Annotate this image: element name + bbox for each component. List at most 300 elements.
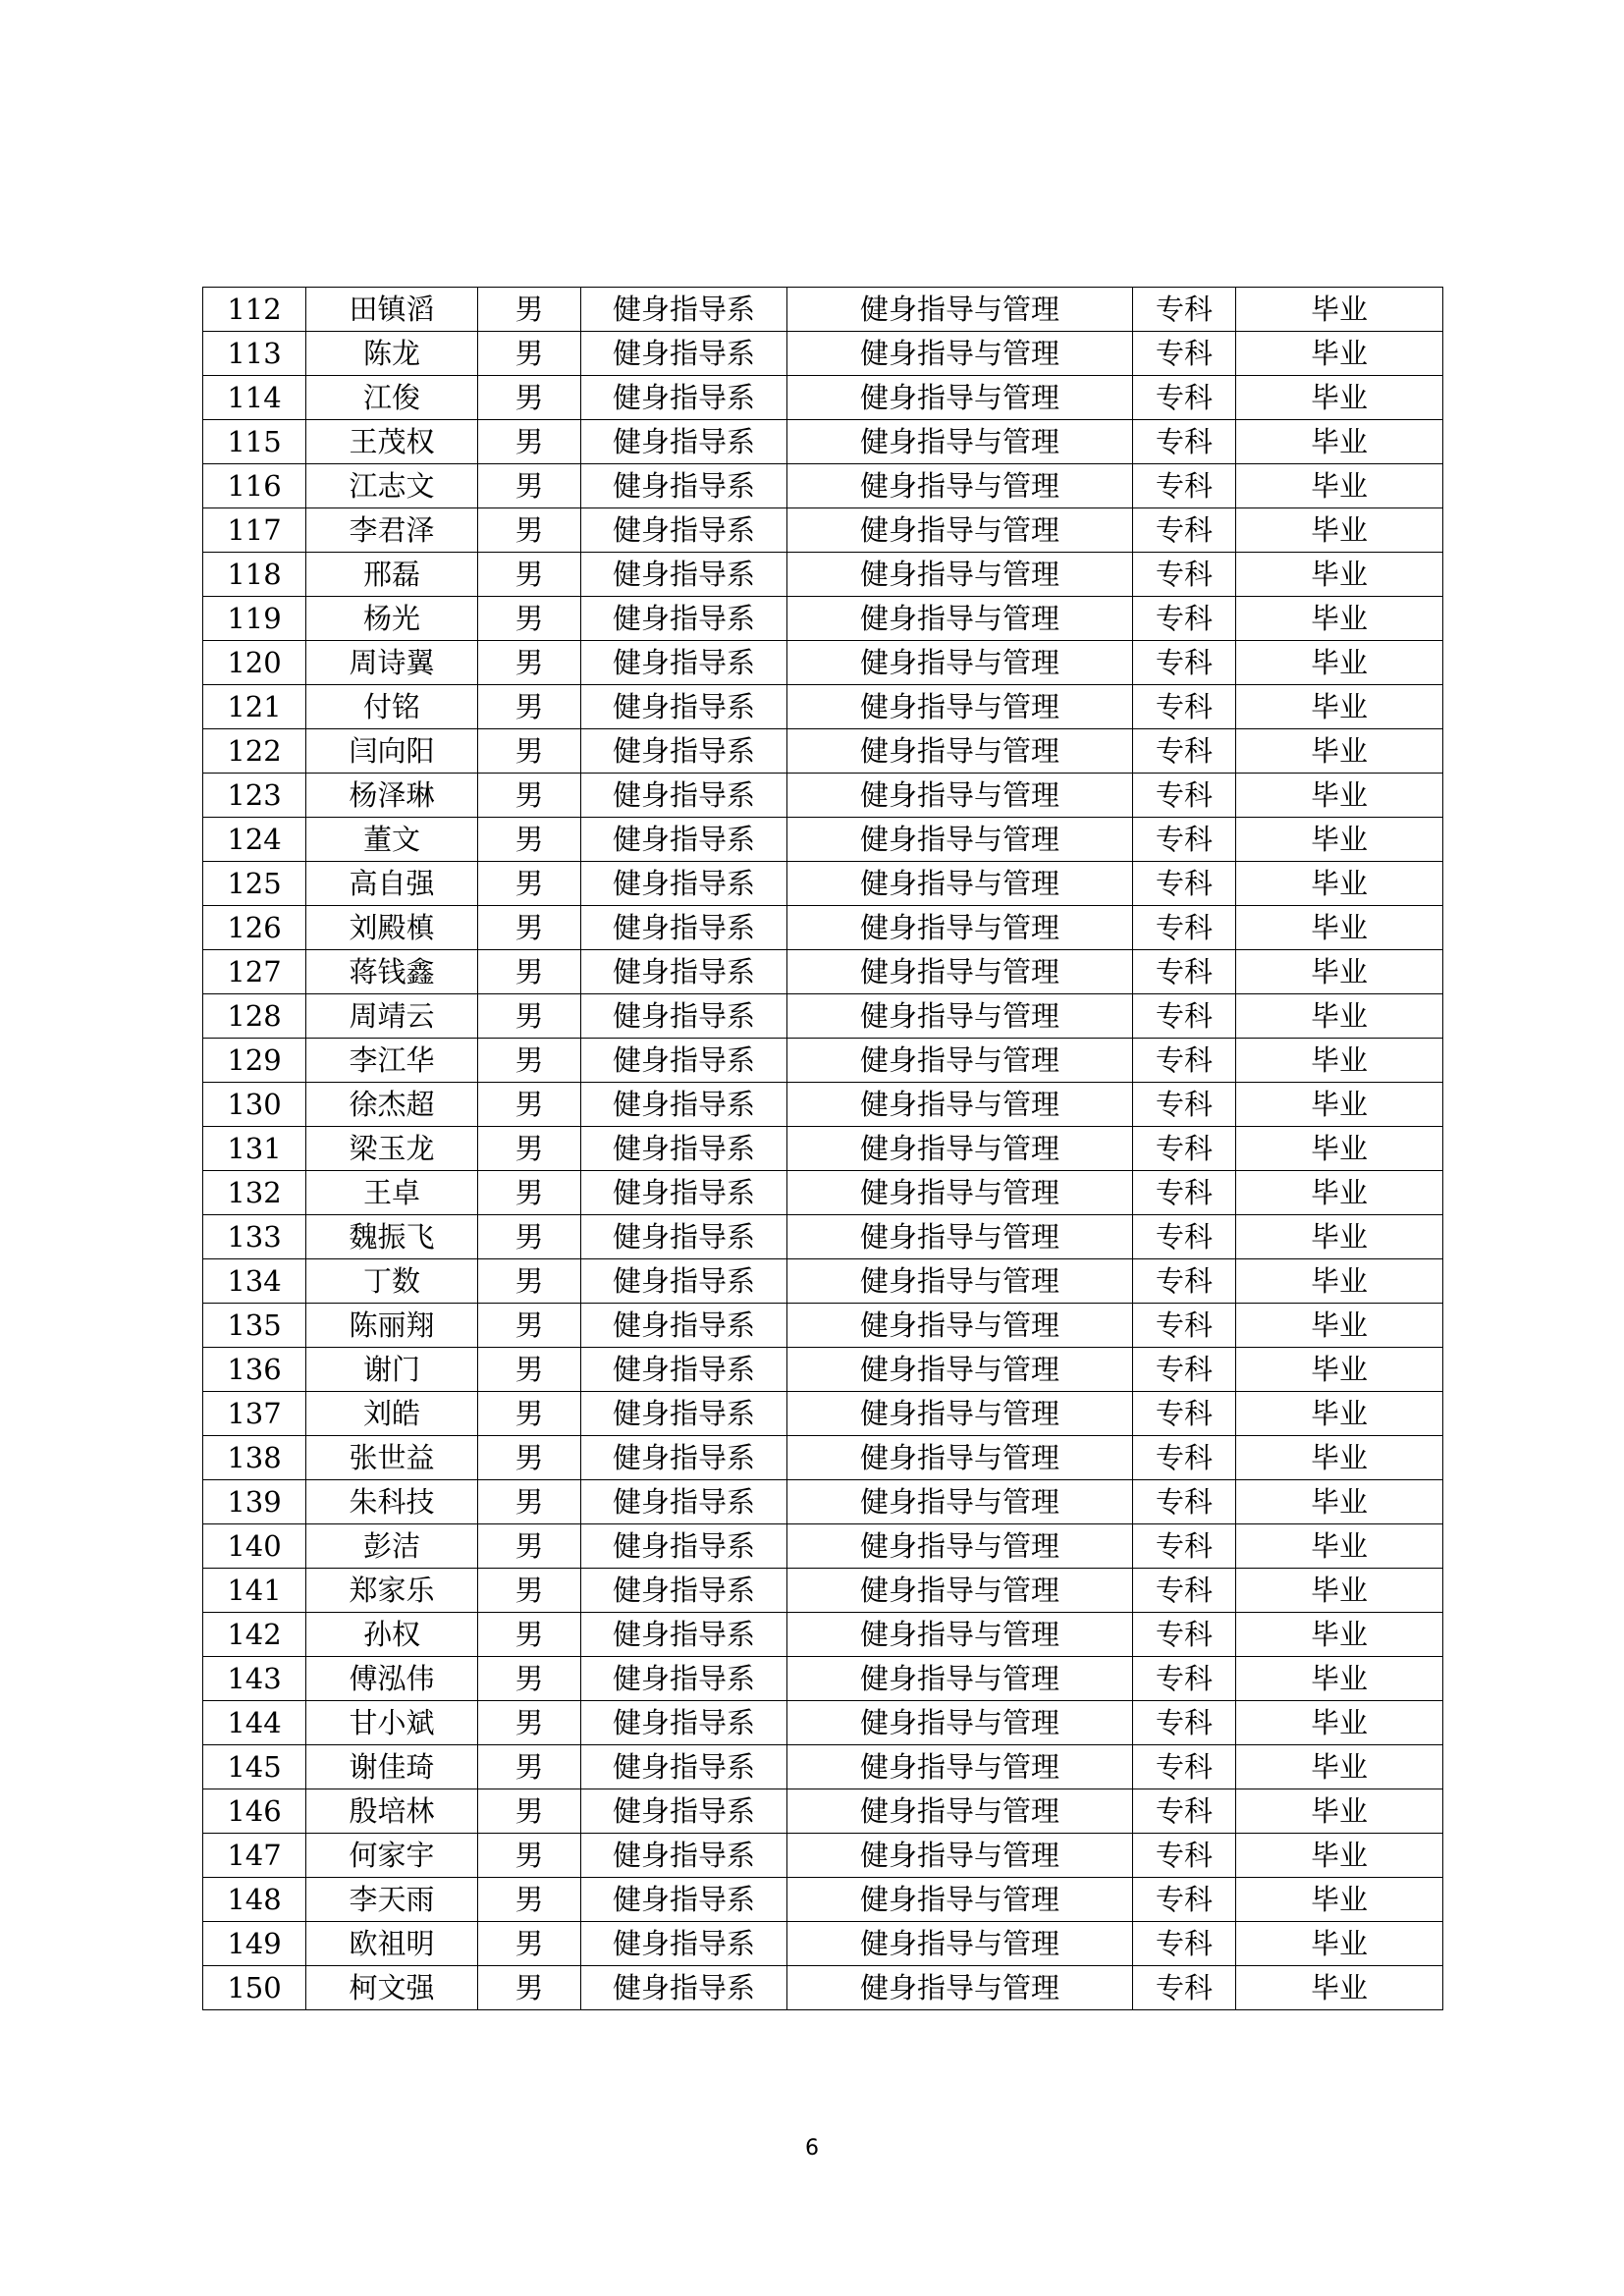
cell-major: 健身指导与管理 <box>787 994 1133 1039</box>
cell-department: 健身指导系 <box>581 1657 787 1701</box>
cell-name: 傅泓伟 <box>306 1657 478 1701</box>
table-row <box>203 1259 1443 1304</box>
cell-status: 毕业 <box>1236 1392 1443 1436</box>
table-row <box>203 420 1443 464</box>
cell-level: 专科 <box>1133 1569 1236 1613</box>
cell-department: 健身指导系 <box>581 994 787 1039</box>
cell-major: 健身指导与管理 <box>787 1348 1133 1392</box>
cell-index: 119 <box>203 597 306 641</box>
cell-level: 专科 <box>1133 464 1236 508</box>
cell-status: 毕业 <box>1236 553 1443 597</box>
cell-status: 毕业 <box>1236 1966 1443 2010</box>
cell-level: 专科 <box>1133 1083 1236 1127</box>
table-row <box>203 818 1443 862</box>
cell-major: 健身指导与管理 <box>787 1966 1133 2010</box>
cell-name: 江志文 <box>306 464 478 508</box>
cell-name: 付铭 <box>306 685 478 729</box>
cell-level: 专科 <box>1133 818 1236 862</box>
cell-gender: 男 <box>478 685 581 729</box>
cell-major: 健身指导与管理 <box>787 288 1133 332</box>
cell-gender: 男 <box>478 1834 581 1878</box>
cell-status: 毕业 <box>1236 774 1443 818</box>
cell-department: 健身指导系 <box>581 1348 787 1392</box>
cell-level: 专科 <box>1133 1039 1236 1083</box>
cell-name: 蒋钱鑫 <box>306 950 478 994</box>
cell-index: 112 <box>203 288 306 332</box>
table-row <box>203 950 1443 994</box>
cell-status: 毕业 <box>1236 1127 1443 1171</box>
cell-department: 健身指导系 <box>581 685 787 729</box>
cell-name: 江俊 <box>306 376 478 420</box>
table-row <box>203 774 1443 818</box>
cell-major: 健身指导与管理 <box>787 729 1133 774</box>
cell-major: 健身指导与管理 <box>787 553 1133 597</box>
cell-department: 健身指导系 <box>581 774 787 818</box>
cell-gender: 男 <box>478 1215 581 1259</box>
cell-gender: 男 <box>478 420 581 464</box>
cell-department: 健身指导系 <box>581 1480 787 1524</box>
cell-level: 专科 <box>1133 332 1236 376</box>
cell-gender: 男 <box>478 862 581 906</box>
cell-name: 魏振飞 <box>306 1215 478 1259</box>
cell-status: 毕业 <box>1236 1480 1443 1524</box>
cell-name: 徐杰超 <box>306 1083 478 1127</box>
cell-gender: 男 <box>478 1083 581 1127</box>
cell-name: 陈丽翔 <box>306 1304 478 1348</box>
cell-index: 125 <box>203 862 306 906</box>
cell-index: 121 <box>203 685 306 729</box>
cell-status: 毕业 <box>1236 1701 1443 1745</box>
cell-status: 毕业 <box>1236 862 1443 906</box>
cell-level: 专科 <box>1133 1259 1236 1304</box>
cell-major: 健身指导与管理 <box>787 1392 1133 1436</box>
cell-level: 专科 <box>1133 1215 1236 1259</box>
cell-status: 毕业 <box>1236 1657 1443 1701</box>
cell-major: 健身指导与管理 <box>787 1436 1133 1480</box>
cell-status: 毕业 <box>1236 288 1443 332</box>
cell-gender: 男 <box>478 641 581 685</box>
cell-major: 健身指导与管理 <box>787 1834 1133 1878</box>
cell-gender: 男 <box>478 729 581 774</box>
cell-gender: 男 <box>478 508 581 553</box>
cell-index: 128 <box>203 994 306 1039</box>
table-row <box>203 508 1443 553</box>
cell-status: 毕业 <box>1236 1878 1443 1922</box>
cell-status: 毕业 <box>1236 597 1443 641</box>
cell-name: 刘殿槙 <box>306 906 478 950</box>
cell-major: 健身指导与管理 <box>787 1922 1133 1966</box>
cell-index: 132 <box>203 1171 306 1215</box>
cell-department: 健身指导系 <box>581 1083 787 1127</box>
cell-status: 毕业 <box>1236 1524 1443 1569</box>
cell-index: 141 <box>203 1569 306 1613</box>
cell-gender: 男 <box>478 1878 581 1922</box>
cell-name: 柯文强 <box>306 1966 478 2010</box>
cell-department: 健身指导系 <box>581 1613 787 1657</box>
cell-name: 郑家乐 <box>306 1569 478 1613</box>
cell-status: 毕业 <box>1236 729 1443 774</box>
cell-level: 专科 <box>1133 1789 1236 1834</box>
cell-department: 健身指导系 <box>581 376 787 420</box>
cell-major: 健身指导与管理 <box>787 1524 1133 1569</box>
table-row <box>203 1127 1443 1171</box>
cell-name: 丁数 <box>306 1259 478 1304</box>
cell-status: 毕业 <box>1236 906 1443 950</box>
cell-index: 127 <box>203 950 306 994</box>
cell-gender: 男 <box>478 464 581 508</box>
cell-major: 健身指导与管理 <box>787 641 1133 685</box>
cell-department: 健身指导系 <box>581 420 787 464</box>
cell-index: 149 <box>203 1922 306 1966</box>
cell-name: 谢门 <box>306 1348 478 1392</box>
cell-gender: 男 <box>478 553 581 597</box>
table-row <box>203 1966 1443 2010</box>
cell-status: 毕业 <box>1236 376 1443 420</box>
cell-level: 专科 <box>1133 950 1236 994</box>
cell-gender: 男 <box>478 1436 581 1480</box>
cell-department: 健身指导系 <box>581 818 787 862</box>
cell-department: 健身指导系 <box>581 1789 787 1834</box>
cell-index: 134 <box>203 1259 306 1304</box>
cell-level: 专科 <box>1133 1966 1236 2010</box>
cell-name: 周诗翼 <box>306 641 478 685</box>
cell-department: 健身指导系 <box>581 1878 787 1922</box>
cell-gender: 男 <box>478 1745 581 1789</box>
cell-level: 专科 <box>1133 553 1236 597</box>
table-row <box>203 641 1443 685</box>
cell-index: 130 <box>203 1083 306 1127</box>
cell-status: 毕业 <box>1236 1215 1443 1259</box>
cell-level: 专科 <box>1133 1613 1236 1657</box>
cell-level: 专科 <box>1133 1922 1236 1966</box>
cell-index: 150 <box>203 1966 306 2010</box>
cell-status: 毕业 <box>1236 1083 1443 1127</box>
cell-status: 毕业 <box>1236 685 1443 729</box>
cell-status: 毕业 <box>1236 1039 1443 1083</box>
table-row <box>203 685 1443 729</box>
cell-level: 专科 <box>1133 862 1236 906</box>
cell-level: 专科 <box>1133 906 1236 950</box>
cell-level: 专科 <box>1133 994 1236 1039</box>
cell-gender: 男 <box>478 1922 581 1966</box>
cell-level: 专科 <box>1133 641 1236 685</box>
cell-major: 健身指导与管理 <box>787 1789 1133 1834</box>
cell-major: 健身指导与管理 <box>787 774 1133 818</box>
table-row <box>203 1524 1443 1569</box>
cell-name: 杨光 <box>306 597 478 641</box>
table-row <box>203 1878 1443 1922</box>
table-row <box>203 1215 1443 1259</box>
cell-name: 田镇滔 <box>306 288 478 332</box>
cell-major: 健身指导与管理 <box>787 906 1133 950</box>
cell-status: 毕业 <box>1236 1745 1443 1789</box>
cell-index: 118 <box>203 553 306 597</box>
cell-name: 殷培林 <box>306 1789 478 1834</box>
cell-level: 专科 <box>1133 1304 1236 1348</box>
cell-name: 周靖云 <box>306 994 478 1039</box>
cell-level: 专科 <box>1133 1436 1236 1480</box>
cell-name: 邢磊 <box>306 553 478 597</box>
cell-gender: 男 <box>478 950 581 994</box>
cell-index: 139 <box>203 1480 306 1524</box>
cell-department: 健身指导系 <box>581 1436 787 1480</box>
cell-index: 146 <box>203 1789 306 1834</box>
cell-department: 健身指导系 <box>581 597 787 641</box>
cell-major: 健身指导与管理 <box>787 1878 1133 1922</box>
cell-index: 144 <box>203 1701 306 1745</box>
cell-level: 专科 <box>1133 1745 1236 1789</box>
cell-name: 张世益 <box>306 1436 478 1480</box>
cell-name: 李君泽 <box>306 508 478 553</box>
cell-status: 毕业 <box>1236 1834 1443 1878</box>
cell-index: 114 <box>203 376 306 420</box>
cell-name: 高自强 <box>306 862 478 906</box>
cell-name: 何家宇 <box>306 1834 478 1878</box>
cell-index: 136 <box>203 1348 306 1392</box>
cell-level: 专科 <box>1133 1878 1236 1922</box>
cell-department: 健身指导系 <box>581 332 787 376</box>
cell-status: 毕业 <box>1236 1922 1443 1966</box>
cell-index: 147 <box>203 1834 306 1878</box>
cell-gender: 男 <box>478 1480 581 1524</box>
cell-gender: 男 <box>478 332 581 376</box>
cell-department: 健身指导系 <box>581 1524 787 1569</box>
table-row <box>203 1789 1443 1834</box>
cell-gender: 男 <box>478 1348 581 1392</box>
cell-gender: 男 <box>478 1259 581 1304</box>
cell-gender: 男 <box>478 818 581 862</box>
cell-major: 健身指导与管理 <box>787 1171 1133 1215</box>
cell-department: 健身指导系 <box>581 1259 787 1304</box>
cell-major: 健身指导与管理 <box>787 1083 1133 1127</box>
cell-name: 谢佳琦 <box>306 1745 478 1789</box>
cell-major: 健身指导与管理 <box>787 464 1133 508</box>
table-body <box>203 288 1443 2010</box>
cell-name: 刘皓 <box>306 1392 478 1436</box>
cell-index: 117 <box>203 508 306 553</box>
cell-index: 123 <box>203 774 306 818</box>
cell-gender: 男 <box>478 1613 581 1657</box>
table-row <box>203 1922 1443 1966</box>
cell-department: 健身指导系 <box>581 1304 787 1348</box>
cell-major: 健身指导与管理 <box>787 1613 1133 1657</box>
cell-department: 健身指导系 <box>581 950 787 994</box>
cell-level: 专科 <box>1133 1657 1236 1701</box>
cell-name: 陈龙 <box>306 332 478 376</box>
cell-gender: 男 <box>478 376 581 420</box>
cell-major: 健身指导与管理 <box>787 597 1133 641</box>
cell-major: 健身指导与管理 <box>787 862 1133 906</box>
cell-level: 专科 <box>1133 774 1236 818</box>
cell-status: 毕业 <box>1236 1569 1443 1613</box>
cell-index: 124 <box>203 818 306 862</box>
cell-gender: 男 <box>478 1171 581 1215</box>
cell-index: 145 <box>203 1745 306 1789</box>
cell-major: 健身指导与管理 <box>787 1304 1133 1348</box>
cell-department: 健身指导系 <box>581 1701 787 1745</box>
cell-gender: 男 <box>478 597 581 641</box>
table-row <box>203 1348 1443 1392</box>
cell-major: 健身指导与管理 <box>787 1569 1133 1613</box>
cell-level: 专科 <box>1133 1392 1236 1436</box>
cell-gender: 男 <box>478 1966 581 2010</box>
table-row <box>203 332 1443 376</box>
table-row <box>203 1480 1443 1524</box>
table-row <box>203 288 1443 332</box>
cell-name: 王茂权 <box>306 420 478 464</box>
cell-index: 135 <box>203 1304 306 1348</box>
cell-department: 健身指导系 <box>581 553 787 597</box>
page-number: 6 <box>805 2136 819 2161</box>
cell-status: 毕业 <box>1236 1789 1443 1834</box>
cell-name: 欧祖明 <box>306 1922 478 1966</box>
cell-level: 专科 <box>1133 1834 1236 1878</box>
cell-department: 健身指导系 <box>581 906 787 950</box>
table-row <box>203 1083 1443 1127</box>
cell-major: 健身指导与管理 <box>787 376 1133 420</box>
cell-department: 健身指导系 <box>581 729 787 774</box>
cell-level: 专科 <box>1133 1701 1236 1745</box>
cell-department: 健身指导系 <box>581 1215 787 1259</box>
cell-status: 毕业 <box>1236 994 1443 1039</box>
cell-level: 专科 <box>1133 376 1236 420</box>
cell-gender: 男 <box>478 1657 581 1701</box>
cell-gender: 男 <box>478 1039 581 1083</box>
cell-major: 健身指导与管理 <box>787 332 1133 376</box>
table-row <box>203 597 1443 641</box>
cell-status: 毕业 <box>1236 508 1443 553</box>
cell-major: 健身指导与管理 <box>787 1745 1133 1789</box>
cell-major: 健身指导与管理 <box>787 818 1133 862</box>
cell-index: 140 <box>203 1524 306 1569</box>
cell-index: 137 <box>203 1392 306 1436</box>
cell-status: 毕业 <box>1236 464 1443 508</box>
cell-index: 126 <box>203 906 306 950</box>
cell-major: 健身指导与管理 <box>787 1701 1133 1745</box>
cell-index: 122 <box>203 729 306 774</box>
table-row <box>203 1039 1443 1083</box>
cell-major: 健身指导与管理 <box>787 420 1133 464</box>
cell-index: 115 <box>203 420 306 464</box>
cell-name: 闫向阳 <box>306 729 478 774</box>
cell-name: 梁玉龙 <box>306 1127 478 1171</box>
cell-level: 专科 <box>1133 1348 1236 1392</box>
cell-department: 健身指导系 <box>581 288 787 332</box>
cell-gender: 男 <box>478 288 581 332</box>
table-row <box>203 906 1443 950</box>
table-row <box>203 553 1443 597</box>
cell-name: 甘小斌 <box>306 1701 478 1745</box>
cell-department: 健身指导系 <box>581 1039 787 1083</box>
cell-status: 毕业 <box>1236 950 1443 994</box>
cell-level: 专科 <box>1133 420 1236 464</box>
table-row <box>203 1745 1443 1789</box>
cell-name: 李江华 <box>306 1039 478 1083</box>
table-row <box>203 464 1443 508</box>
cell-level: 专科 <box>1133 288 1236 332</box>
cell-major: 健身指导与管理 <box>787 1215 1133 1259</box>
cell-department: 健身指导系 <box>581 464 787 508</box>
cell-department: 健身指导系 <box>581 641 787 685</box>
table-row <box>203 994 1443 1039</box>
cell-major: 健身指导与管理 <box>787 950 1133 994</box>
cell-gender: 男 <box>478 1701 581 1745</box>
cell-level: 专科 <box>1133 729 1236 774</box>
student-table <box>202 287 1443 2010</box>
cell-department: 健身指导系 <box>581 1171 787 1215</box>
cell-name: 杨泽琳 <box>306 774 478 818</box>
cell-index: 131 <box>203 1127 306 1171</box>
cell-department: 健身指导系 <box>581 1745 787 1789</box>
cell-department: 健身指导系 <box>581 1922 787 1966</box>
cell-department: 健身指导系 <box>581 862 787 906</box>
cell-gender: 男 <box>478 1304 581 1348</box>
cell-major: 健身指导与管理 <box>787 1259 1133 1304</box>
cell-name: 王卓 <box>306 1171 478 1215</box>
cell-department: 健身指导系 <box>581 1834 787 1878</box>
table-row <box>203 1613 1443 1657</box>
cell-index: 113 <box>203 332 306 376</box>
cell-department: 健身指导系 <box>581 508 787 553</box>
table-row <box>203 1436 1443 1480</box>
cell-department: 健身指导系 <box>581 1569 787 1613</box>
cell-index: 138 <box>203 1436 306 1480</box>
table-row <box>203 1569 1443 1613</box>
cell-gender: 男 <box>478 1789 581 1834</box>
table-row <box>203 1392 1443 1436</box>
cell-level: 专科 <box>1133 1524 1236 1569</box>
cell-gender: 男 <box>478 1524 581 1569</box>
cell-status: 毕业 <box>1236 332 1443 376</box>
cell-gender: 男 <box>478 1392 581 1436</box>
cell-name: 孙权 <box>306 1613 478 1657</box>
cell-major: 健身指导与管理 <box>787 1039 1133 1083</box>
cell-department: 健身指导系 <box>581 1127 787 1171</box>
cell-gender: 男 <box>478 994 581 1039</box>
cell-status: 毕业 <box>1236 1613 1443 1657</box>
cell-level: 专科 <box>1133 1171 1236 1215</box>
cell-status: 毕业 <box>1236 420 1443 464</box>
table-row <box>203 729 1443 774</box>
cell-status: 毕业 <box>1236 641 1443 685</box>
cell-level: 专科 <box>1133 1127 1236 1171</box>
cell-index: 143 <box>203 1657 306 1701</box>
table-row <box>203 862 1443 906</box>
cell-name: 董文 <box>306 818 478 862</box>
cell-department: 健身指导系 <box>581 1966 787 2010</box>
cell-index: 133 <box>203 1215 306 1259</box>
table-row <box>203 376 1443 420</box>
cell-level: 专科 <box>1133 1480 1236 1524</box>
cell-gender: 男 <box>478 1127 581 1171</box>
cell-gender: 男 <box>478 774 581 818</box>
cell-level: 专科 <box>1133 597 1236 641</box>
cell-major: 健身指导与管理 <box>787 508 1133 553</box>
cell-name: 李天雨 <box>306 1878 478 1922</box>
cell-index: 116 <box>203 464 306 508</box>
table-row <box>203 1304 1443 1348</box>
cell-index: 129 <box>203 1039 306 1083</box>
cell-gender: 男 <box>478 906 581 950</box>
cell-department: 健身指导系 <box>581 1392 787 1436</box>
cell-major: 健身指导与管理 <box>787 1480 1133 1524</box>
cell-status: 毕业 <box>1236 1348 1443 1392</box>
cell-index: 142 <box>203 1613 306 1657</box>
cell-level: 专科 <box>1133 685 1236 729</box>
cell-status: 毕业 <box>1236 1304 1443 1348</box>
cell-status: 毕业 <box>1236 1259 1443 1304</box>
cell-major: 健身指导与管理 <box>787 685 1133 729</box>
